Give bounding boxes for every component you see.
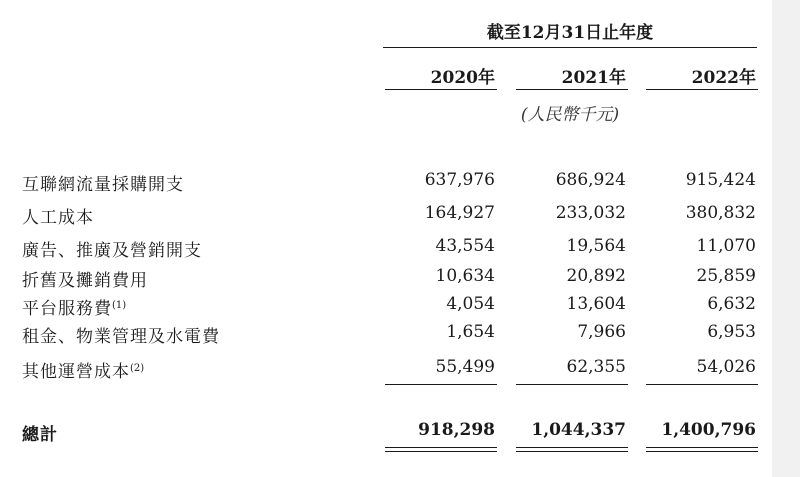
row-label-traffic-acquisition	[22, 170, 184, 195]
total-double-rule	[646, 447, 758, 452]
table-cell: 54,026	[696, 357, 756, 377]
total-double-rule	[516, 447, 628, 452]
table-cell: 1,654	[446, 322, 495, 342]
total-double-rule	[385, 447, 497, 452]
period-header: 截至12月31日止年度	[486, 23, 654, 43]
table-cell: 7,966	[577, 322, 626, 342]
row-label-depreciation	[22, 266, 148, 291]
table-cell: 637,976	[424, 170, 495, 190]
row-label-text: 租金、物業管理及水電費	[22, 327, 220, 347]
table-cell: 6,632	[707, 294, 756, 314]
row-label-text: 平台服務費	[22, 299, 112, 319]
table-cell: 20,892	[566, 266, 626, 286]
year-underline	[646, 89, 758, 90]
period-underline	[383, 47, 757, 48]
table-cell: 13,604	[566, 294, 626, 314]
unit-note: (人民幣千元)	[520, 105, 620, 125]
year-underline	[516, 89, 628, 90]
row-label-other-operating	[22, 357, 144, 382]
year-underline	[385, 89, 497, 90]
row-label-text: 廣告、推廣及營銷開支	[22, 241, 202, 261]
row-label-platform-fee	[22, 294, 126, 319]
row-label-labor-cost	[22, 203, 94, 228]
page-edge-shadow	[772, 0, 800, 477]
table-cell: 55,499	[435, 357, 495, 377]
total-label: 總計	[22, 425, 58, 445]
row-label-advertising	[22, 236, 202, 261]
table-cell: 4,054	[446, 294, 495, 314]
table-cell: 11,070	[696, 236, 756, 256]
table-cell: 43,554	[435, 236, 495, 256]
footnote-marker: (1)	[112, 300, 127, 311]
table-cell: 10,634	[435, 266, 495, 286]
table-cell: 915,424	[685, 170, 756, 190]
row-label-text: 折舊及攤銷費用	[22, 271, 148, 291]
row-label-text: 人工成本	[22, 208, 94, 228]
row-label-text: 互聯網流量採購開支	[22, 175, 184, 195]
total-cell: 1,400,796	[661, 420, 756, 440]
total-cell: 1,044,337	[531, 420, 626, 440]
table-cell: 25,859	[696, 266, 756, 286]
year-header-2022: 2022年	[691, 68, 756, 88]
table-cell: 380,832	[685, 203, 756, 223]
footnote-marker: (2)	[130, 363, 145, 374]
table-cell: 233,032	[555, 203, 626, 223]
table-cell: 19,564	[566, 236, 626, 256]
table-cell: 62,355	[566, 357, 626, 377]
year-header-2021: 2021年	[561, 68, 626, 88]
row-label-rent-utilities	[22, 322, 220, 347]
total-cell: 918,298	[418, 420, 495, 440]
subtotal-rule	[385, 384, 497, 385]
year-header-2020: 2020年	[430, 68, 495, 88]
table-cell: 164,927	[424, 203, 495, 223]
table-cell: 6,953	[707, 322, 756, 342]
subtotal-rule	[646, 384, 758, 385]
table-cell: 686,924	[555, 170, 626, 190]
row-label-text: 其他運營成本	[22, 362, 130, 382]
subtotal-rule	[516, 384, 628, 385]
